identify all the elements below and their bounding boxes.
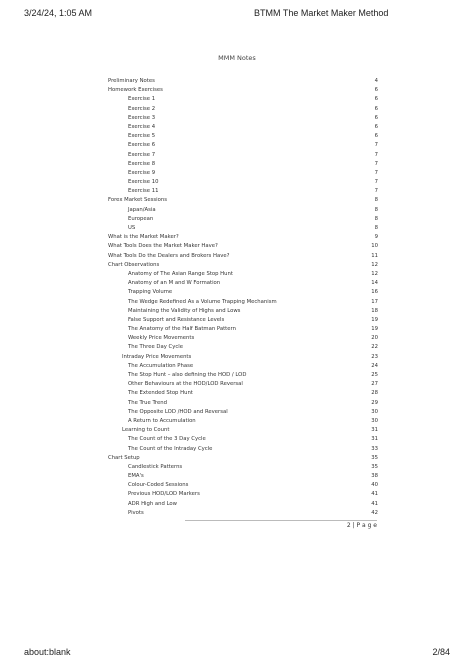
toc-entry-page: 7 (374, 179, 378, 186)
toc-entry-title: The Extended Stop Hunt (128, 390, 193, 397)
toc-entry[interactable] (108, 343, 378, 352)
toc-entry[interactable] (108, 270, 378, 279)
toc-entry-page: 17 (371, 298, 378, 305)
toc-entry-page: 25 (371, 372, 378, 378)
toc-entry-page: 7 (374, 160, 378, 167)
toc-entry-title: Intraday Price Movements (122, 353, 192, 360)
toc-entry[interactable] (108, 408, 378, 417)
toc-entry-title: Exercise 8 (128, 160, 156, 167)
toc-entry-page: 23 (371, 353, 378, 360)
toc-entry-page: 6 (374, 114, 378, 121)
document-title: MMM Notes (218, 54, 256, 62)
toc-entry-page: 11 (371, 252, 378, 259)
toc-entry-title: Exercise 6 (128, 142, 156, 149)
toc-entry-page: 7 (374, 169, 378, 176)
toc-entry[interactable] (108, 334, 378, 343)
toc-entry[interactable] (108, 371, 378, 380)
toc-entry-title: Anatomy of The Asian Range Stop Hunt (128, 270, 233, 277)
toc-entry-page: 41 (371, 500, 378, 507)
toc-entry-page: 12 (371, 261, 378, 268)
toc-entry[interactable] (108, 353, 378, 362)
toc-entry-title: The Accumulation Phase (128, 362, 194, 369)
toc-entry-page: 12 (371, 270, 378, 277)
toc-entry-page: 7 (374, 142, 378, 149)
toc-entry-page: 42 (371, 509, 378, 516)
toc-entry-page: 6 (374, 87, 378, 94)
toc-entry[interactable] (108, 454, 378, 463)
toc-entry-page: 20 (371, 335, 378, 342)
toc-entry[interactable] (108, 445, 378, 454)
toc-entry-page: 10 (371, 243, 378, 250)
toc-entry-title: Maintaining the Validity of Highs and Lows (128, 307, 241, 314)
toc-entry-page: 4 (374, 78, 378, 84)
toc-entry[interactable] (108, 279, 378, 288)
toc-entry-title: False Support and Resistance Levels (128, 316, 225, 323)
toc-entry-page: 30 (371, 417, 378, 424)
print-datetime: 3/24/24, 1:05 AM (24, 8, 93, 18)
toc-entry[interactable] (108, 389, 378, 398)
toc-entry-title: Exercise 11 (128, 188, 159, 195)
toc-entry-title: Chart Setup (108, 454, 140, 461)
toc-entry[interactable] (108, 380, 378, 389)
toc-entry-title: The True Trend (128, 399, 167, 406)
toc-entry-title: Exercise 2 (128, 105, 156, 112)
toc-entry-page: 19 (371, 316, 378, 323)
page-number-label: 2 | P a g e (346, 522, 377, 529)
print-title: BTMM The Market Maker Method (254, 8, 389, 18)
toc-entry[interactable] (108, 463, 378, 472)
footer-rule (185, 520, 377, 521)
toc-entry[interactable] (108, 169, 378, 178)
toc-entry-title: Homework Exercises (108, 87, 163, 94)
toc-entry-title: The Wedge Redefined As a Volume Trapping Mechanism (128, 298, 277, 305)
toc-entry-page: 19 (371, 326, 378, 333)
toc-entry[interactable] (108, 114, 378, 123)
toc-entry[interactable] (108, 178, 378, 187)
toc-entry-page: 38 (371, 473, 378, 480)
toc-entry-page: 40 (371, 482, 378, 489)
toc-entry-title: Trapping Volume (128, 289, 173, 296)
toc-entry[interactable] (108, 141, 378, 150)
toc-entry[interactable] (108, 509, 378, 518)
toc-entry-title: Learning to Count (122, 427, 170, 434)
toc-entry[interactable] (108, 105, 378, 114)
toc-entry-title: What Tools Do the Dealers and Brokers Have? (108, 252, 230, 259)
toc-entry-page: 7 (374, 151, 378, 158)
toc-entry-title: Exercise 5 (128, 133, 156, 140)
toc-entry-title: Candlestick Patterns (128, 463, 183, 470)
toc-entry[interactable] (108, 472, 378, 481)
toc-entry[interactable] (108, 132, 378, 141)
toc-entry[interactable] (108, 123, 378, 132)
toc-entry-title: European (128, 215, 154, 222)
toc-entry[interactable] (108, 325, 378, 334)
toc-entry[interactable] (108, 261, 378, 270)
toc-entry-title: Exercise 9 (128, 169, 156, 176)
toc-entry-title: A Return to Accumulation (128, 417, 196, 424)
toc-entry-title: The Anatomy of the Half Batman Pattern (128, 326, 236, 333)
toc-entry-title: The Three Day Cycle (128, 344, 184, 351)
toc-entry[interactable] (108, 307, 378, 316)
toc-entry-page: 7 (374, 188, 378, 195)
toc-entry-page: 35 (371, 463, 378, 470)
toc-entry[interactable] (108, 206, 378, 215)
toc-entry[interactable] (108, 362, 378, 371)
toc-entry-title: Forex Market Sessions (108, 197, 168, 204)
toc-entry-title: Exercise 1 (128, 96, 156, 103)
toc-entry[interactable] (108, 77, 378, 86)
toc-entry-title: Colour-Coded Sessions (128, 482, 189, 489)
toc-entry[interactable] (108, 500, 378, 509)
toc-entry[interactable] (108, 316, 378, 325)
toc-entry-page: 35 (371, 454, 378, 461)
toc-entry[interactable] (108, 95, 378, 104)
toc-entry-title: Chart Observations (108, 261, 160, 268)
toc-entry[interactable] (108, 252, 378, 261)
toc-entry[interactable] (108, 417, 378, 426)
toc-entry-page: 22 (371, 344, 378, 351)
toc-entry[interactable] (108, 242, 378, 251)
toc-entry[interactable] (108, 86, 378, 95)
print-page-count: 2/84 (432, 647, 450, 657)
toc-entry-page: 28 (371, 390, 378, 397)
toc-entry[interactable] (108, 399, 378, 408)
toc-entry-page: 14 (371, 280, 378, 287)
toc-entry-page: 31 (371, 427, 378, 434)
toc-entry[interactable] (108, 435, 378, 444)
print-header (24, 8, 450, 22)
toc-entry[interactable] (108, 426, 378, 435)
toc-entry-page: 6 (374, 96, 378, 103)
toc-entry-title: ADR High and Low (128, 500, 178, 507)
toc-entry-title: The Stop Hunt – also defining the HOD / LOD (128, 372, 247, 378)
toc-entry-title: The Count of the Intraday Cycle (128, 445, 213, 452)
toc-entry[interactable] (108, 215, 378, 224)
toc-entry-page: 41 (371, 491, 378, 498)
toc-entry-page: 8 (374, 215, 378, 222)
toc-entry-page: 9 (374, 234, 378, 241)
toc-entry-title: Pivots (128, 509, 144, 516)
print-url: about:blank (24, 647, 71, 657)
toc-entry-page: 6 (374, 105, 378, 112)
toc-entry[interactable] (108, 151, 378, 160)
toc-entry-title: EMA's (128, 473, 144, 480)
toc-entry-page: 24 (371, 362, 378, 369)
toc-entry-page: 8 (374, 225, 378, 231)
toc-entry-title: Anatomy of an M and W Formation (128, 280, 221, 287)
toc-entry[interactable] (108, 288, 378, 297)
toc-entry-title: What is the Market Maker? (108, 234, 179, 241)
toc-entry-title: Other Behaviours at the HOD/LOD Reversal (128, 381, 243, 388)
toc-entry-page: 27 (371, 381, 378, 388)
toc-entry-page: 6 (374, 123, 378, 130)
toc-entry[interactable] (108, 481, 378, 490)
toc-entry-page: 8 (374, 197, 378, 204)
print-footer (24, 647, 450, 661)
toc-entry-title: What Tools Does the Market Maker Have? (108, 243, 218, 250)
toc-entry-title: Weekly Price Movements (128, 335, 195, 342)
toc-entry[interactable] (108, 298, 378, 307)
toc-entry-page: 16 (371, 289, 378, 296)
toc-entry-title: Japan/Asia (128, 206, 156, 213)
toc-entry-title: Exercise 7 (128, 151, 156, 158)
toc-entry[interactable] (108, 224, 378, 233)
toc-entry-title: Exercise 3 (128, 114, 156, 121)
toc-entry-page: 33 (371, 445, 378, 452)
toc-entry-title: Exercise 10 (128, 179, 159, 186)
toc-entry[interactable] (108, 160, 378, 169)
toc-entry-title: Exercise 4 (128, 123, 156, 130)
toc-entry-page: 8 (374, 206, 378, 213)
toc-entry-title: The Opposite LOD /HOD and Reversal (128, 408, 228, 415)
toc-entry-title: Previous HOD/LOD Markers (128, 491, 200, 498)
toc-entry[interactable] (108, 187, 378, 196)
toc-entry-page: 31 (371, 436, 378, 443)
toc-entry-title: Preliminary Notes (108, 78, 155, 84)
toc-entry-title: The Count of the 3 Day Cycle (128, 436, 206, 443)
table-of-contents (108, 77, 378, 518)
toc-entry[interactable] (108, 490, 378, 499)
toc-entry[interactable] (108, 196, 378, 205)
toc-entry-page: 30 (371, 408, 378, 415)
toc-entry-title: US (128, 225, 136, 231)
toc-entry-page: 6 (374, 133, 378, 140)
toc-entry[interactable] (108, 233, 378, 242)
toc-entry-page: 18 (371, 307, 378, 314)
toc-entry-page: 29 (371, 399, 378, 406)
